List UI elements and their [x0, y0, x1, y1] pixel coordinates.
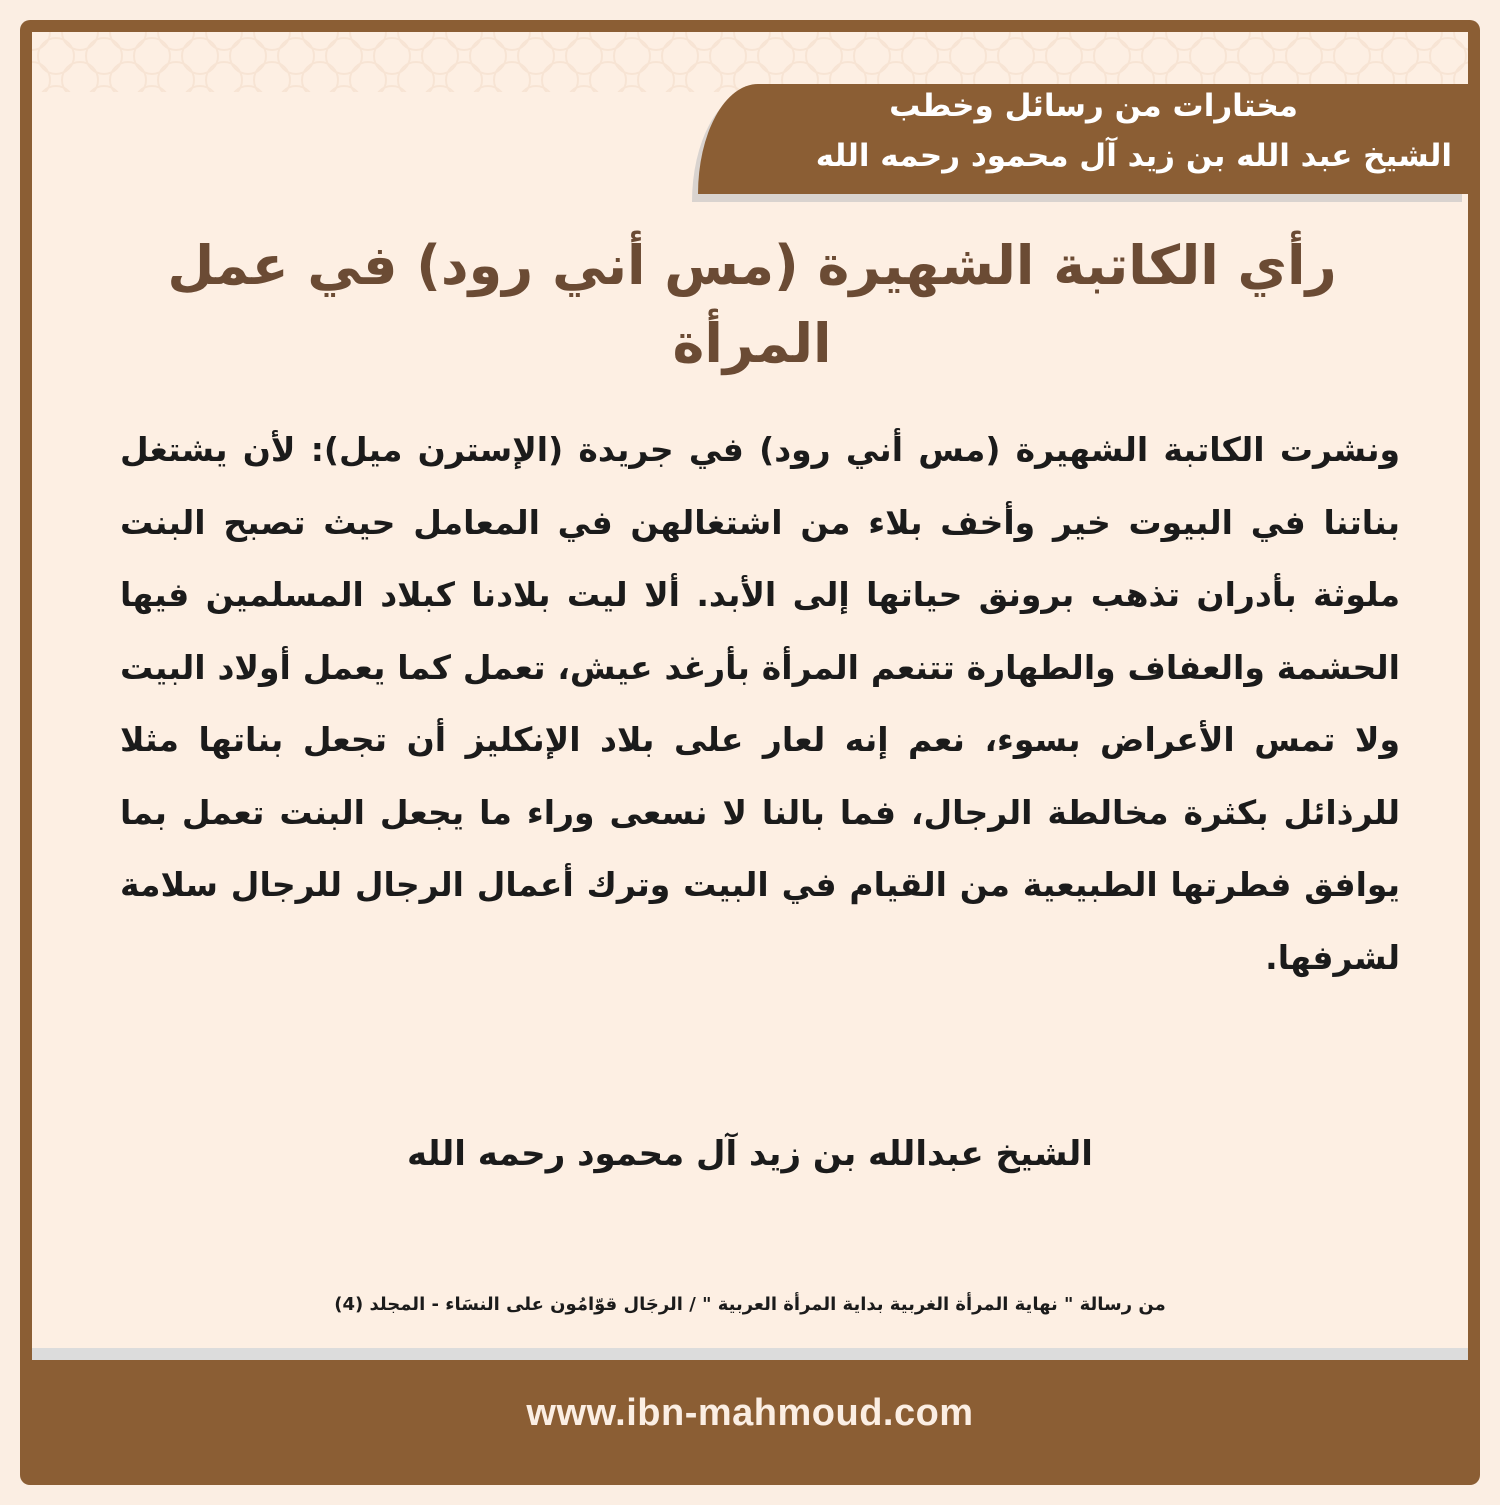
- article-title: رأي الكاتبة الشهيرة (مس أني رود) في عمل المرأة: [167, 234, 1337, 375]
- website-url: www.ibn-mahmoud.com: [526, 1392, 974, 1434]
- decorative-pattern: [32, 32, 1468, 92]
- source-citation: من رسالة " نهاية المرأة الغربية بداية المرأة العربية " / الرجَال قوّامُون على النسَاء - المجلد (4): [334, 1294, 1166, 1315]
- article-body: ونشرت الكاتبة الشهيرة (مس أني رود) في جريدة (الإسترن ميل): لأن يشتغل بناتنا في البيوت خير وأخف بلاء من اشتغالهن في المعامل حيث تصبح البنت ملوثة بأدران تذهب برونق حياتها إلى الأبد. ألا ليت بلادنا كبلاد المسلمين فيها الحشمة والعفاف والطهارة تتنعم المرأة بأرغد عيش، تعمل كما يعمل أولاد البيت ولا تمس الأعراض بسوء، نعم إنه لعار على بلاد الإنكليز أن تجعل بناتها مثلا للرذائل بكثرة مخالطة الرجال، فما بالنا لا نسعى وراء ما يجعل البنت تعمل بما يوافق فطرتها الطبيعية من القيام في البيت وترك أعمال الرجال للرجال سلامة لشرفها.: [120, 430, 1400, 977]
- footer-divider: [32, 1348, 1468, 1360]
- header-author-name: الشيخ عبد الله بن زيد آل محمود رحمه الله: [815, 138, 1452, 174]
- content-panel: [32, 32, 1468, 1357]
- header-series-title: مختارات من رسائل وخطب: [889, 88, 1298, 124]
- author-signature: الشيخ عبدالله بن زيد آل محمود رحمه الله: [407, 1134, 1093, 1174]
